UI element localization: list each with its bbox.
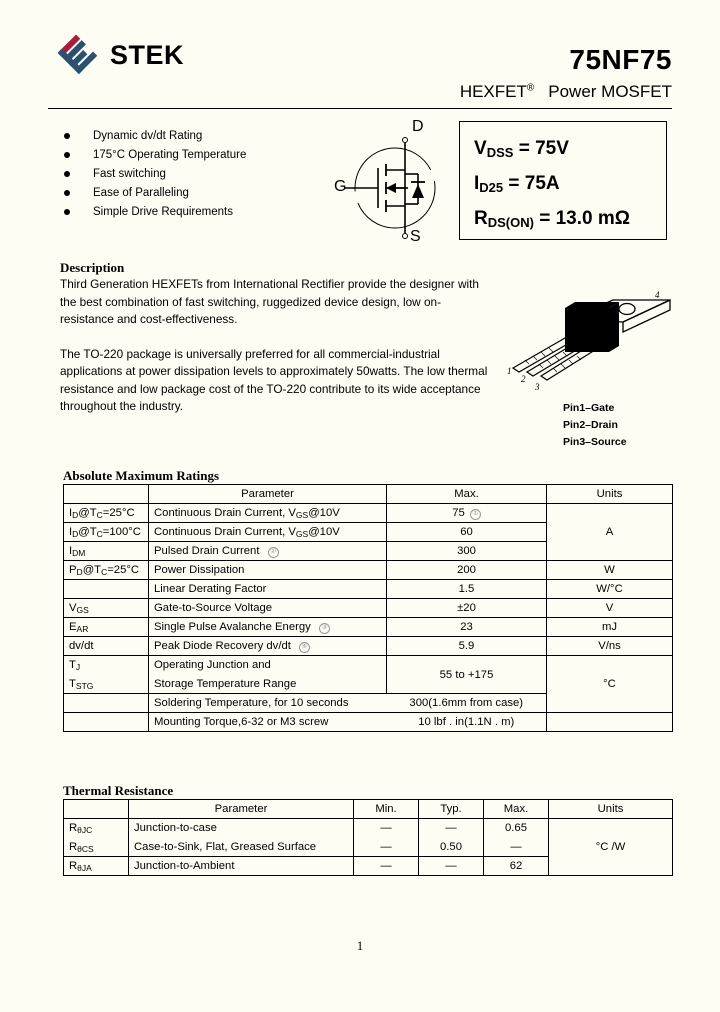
page-number: 1: [356, 938, 364, 953]
row-max: 62: [484, 857, 549, 876]
stek-logo-icon: [58, 33, 104, 77]
row-units: [547, 713, 673, 732]
row-max: 60: [387, 523, 547, 542]
spec-rdson: [474, 202, 666, 237]
table-row: [64, 618, 673, 637]
footnote-marker: ③: [319, 623, 330, 634]
source-terminal-label: S: [410, 228, 421, 245]
id25-value: = 75A: [503, 173, 560, 194]
row-symbol: $E_{AR}$: [64, 618, 149, 637]
row-symbol: $I_{DM}$: [64, 542, 149, 561]
to220-package-drawing: [505, 280, 685, 395]
row-units: °C: [547, 656, 673, 713]
row-min: —: [354, 819, 419, 838]
drain-terminal-label: D: [412, 118, 424, 135]
row-max: 0.65: [484, 819, 549, 838]
column-header-max: Max.: [387, 485, 547, 504]
row-symbol: $R_{\theta CS}$: [64, 838, 129, 857]
hexfet-label: HEXFET: [459, 82, 527, 101]
row-max: —: [484, 838, 549, 857]
list-item: 175°C Operating Temperature: [60, 146, 360, 165]
column-header-parameter: Parameter: [149, 485, 387, 504]
row-max: 55 to +175: [387, 656, 547, 694]
list-item: Ease of Paralleling: [60, 184, 360, 203]
svg-text:4: 4: [655, 290, 660, 300]
row-units: V/ns: [547, 637, 673, 656]
row-symbol: $I_D@T_C=100^\circ C$: [64, 523, 149, 542]
svg-text:2: 2: [521, 374, 526, 384]
row-symbol: $R_{\theta JA}$: [64, 857, 129, 876]
table-row: [64, 504, 673, 523]
row-symbol: $T_J$: [64, 656, 149, 675]
list-item: Fast switching: [60, 165, 360, 184]
row-parameter: Gate-to-Source Voltage: [149, 599, 387, 618]
row-value: 300(1.6mm from case): [387, 694, 547, 713]
footnote-marker: ②: [268, 547, 279, 558]
svg-text:1: 1: [507, 366, 512, 376]
row-max: 5.9: [387, 637, 547, 656]
row-parameter: Power Dissipation: [149, 561, 387, 580]
to220-package-icon: [505, 280, 685, 395]
column-header-min: Min.: [354, 800, 419, 819]
vdss-value: = 75V: [513, 138, 569, 159]
row-units: V: [547, 599, 673, 618]
thermal-resistance-heading: Thermal Resistance: [63, 783, 174, 798]
row-parameter: Single Pulse Avalanche Energy ③: [149, 618, 387, 637]
row-symbol: $R_{\theta JC}$: [64, 819, 129, 838]
row-value: 10 lbf . in(1.1N . m): [387, 713, 547, 732]
row-units: mJ: [547, 618, 673, 637]
part-number: 75NF75: [569, 44, 672, 75]
mosfet-symbol-diagram: [330, 118, 460, 258]
table-row: [64, 819, 673, 838]
column-header-max: Max.: [484, 800, 549, 819]
row-units: W: [547, 561, 673, 580]
row-units: A: [547, 504, 673, 561]
footnote-marker: ④: [299, 642, 310, 653]
list-item: Dynamic dv/dt Rating: [60, 127, 360, 146]
row-max: 300: [387, 542, 547, 561]
row-parameter: Junction-to-Ambient: [129, 857, 354, 876]
company-name: STEK: [110, 39, 185, 70]
rdson-subscript: DS(ON): [487, 215, 534, 230]
row-units: W/°C: [547, 580, 673, 599]
row-max: 75 ①: [387, 504, 547, 523]
spec-vdss: [474, 132, 666, 167]
table-header-row: [64, 485, 673, 504]
mosfet-schematic-icon: [330, 118, 460, 258]
gate-terminal-label: G: [334, 178, 347, 195]
column-header-units: Units: [547, 485, 673, 504]
pin3-label: Pin3–Source: [563, 436, 627, 448]
absolute-maximum-ratings-heading: Absolute Maximum Ratings: [63, 468, 220, 483]
table-row: [64, 656, 673, 675]
vdss-subscript: DSS: [486, 145, 514, 160]
row-typ: 0.50: [419, 838, 484, 857]
description-paragraph-1: Third Generation HEXFETs from International Rectifier provide the designer with the best combination of fast switching, ruggedized device design, low on-resistance and cost-effectiveness.: [60, 277, 479, 326]
table-row: [64, 561, 673, 580]
row-symbol: $I_D@T_C=25^\circ C$: [64, 504, 149, 523]
rdson-value: = 13.0 mΩ: [533, 208, 630, 229]
header-divider: [48, 108, 672, 109]
row-max: 23: [387, 618, 547, 637]
id25-symbol: I: [474, 173, 480, 194]
column-header-symbol: [64, 485, 149, 504]
row-max: ±20: [387, 599, 547, 618]
row-symbol: [64, 713, 149, 732]
row-typ: —: [419, 819, 484, 838]
vdss-symbol: V: [474, 138, 487, 159]
column-header-typ: Typ.: [419, 800, 484, 819]
table-header-row: [64, 800, 673, 819]
pin1-label: Pin1–Gate: [563, 402, 615, 414]
company-logo: [58, 33, 184, 77]
row-parameter: Linear Derating Factor: [149, 580, 387, 599]
power-mosfet-label: Power MOSFET: [548, 82, 672, 101]
row-parameter: Continuous Drain Current, $V_{GS}@10V$: [149, 523, 387, 542]
pin2-label: Pin2–Drain: [563, 419, 618, 431]
table-row: [64, 580, 673, 599]
footnote-marker: ①: [470, 509, 481, 520]
row-parameter: Peak Diode Recovery dv/dt ④: [149, 637, 387, 656]
list-item: Simple Drive Requirements: [60, 203, 360, 222]
row-symbol: $T_{STG}$: [64, 675, 149, 694]
description-body: [60, 276, 492, 433]
registered-trademark-icon: ®: [526, 82, 535, 94]
row-max: 1.5: [387, 580, 547, 599]
id25-subscript: D25: [479, 180, 504, 195]
features-list: [60, 127, 360, 222]
row-parameter: Pulsed Drain Current ②: [149, 542, 387, 561]
row-symbol: [64, 580, 149, 599]
svg-text:3: 3: [535, 382, 540, 392]
row-parameter: Mounting Torque,6-32 or M3 screw: [149, 713, 387, 732]
table-row: [64, 637, 673, 656]
column-header-units: Units: [549, 800, 673, 819]
description-paragraph-2: The TO-220 package is universally preferred for all commercial-industrial applications at power dissipation levels to approximately 50watts. The low thermal resistance and low package cost of the TO-220 contribute to its wide acceptance throughout the industry.: [60, 346, 488, 413]
column-header-symbol: [64, 800, 129, 819]
row-symbol: $P_D@T_C=25^\circ C$: [64, 561, 149, 580]
description-heading: Description: [60, 260, 125, 275]
row-parameter: Junction-to-case: [129, 819, 354, 838]
row-max: 200: [387, 561, 547, 580]
row-symbol: $V_{GS}$: [64, 599, 149, 618]
row-symbol: dv/dt: [64, 637, 149, 656]
row-parameter: Storage Temperature Range: [149, 675, 387, 694]
table-row: [64, 599, 673, 618]
rdson-symbol: R: [474, 208, 488, 229]
row-parameter: Operating Junction and: [149, 656, 387, 675]
row-parameter: Case-to-Sink, Flat, Greased Surface: [129, 838, 354, 857]
thermal-resistance-table: [63, 799, 673, 876]
row-typ: —: [419, 857, 484, 876]
row-parameter: Soldering Temperature, for 10 seconds: [149, 694, 387, 713]
spec-id25: [474, 167, 666, 202]
table-row: [64, 713, 673, 732]
absolute-maximum-ratings-table: [63, 484, 673, 732]
row-parameter: Continuous Drain Current, $V_{GS}@10V$: [149, 504, 387, 523]
page-header: [0, 0, 720, 110]
product-family: [460, 82, 672, 102]
column-header-parameter: Parameter: [129, 800, 354, 819]
row-min: —: [354, 838, 419, 857]
row-symbol: [64, 694, 149, 713]
row-min: —: [354, 857, 419, 876]
pin-assignment-list: [563, 400, 627, 451]
row-units: °C /W: [549, 819, 673, 876]
key-specifications-box: [459, 121, 667, 240]
